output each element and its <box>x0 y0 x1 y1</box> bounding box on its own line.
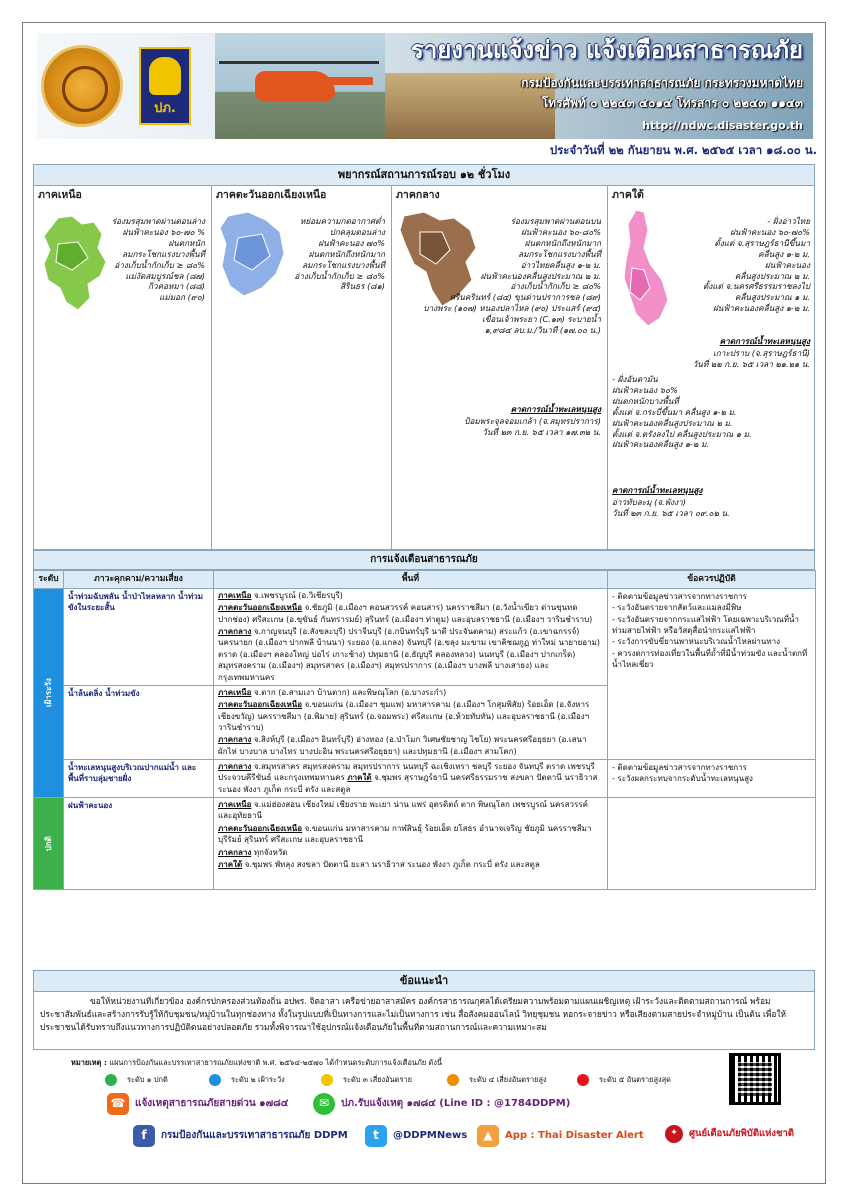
helicopter-photo <box>215 33 385 139</box>
area-region-label: ภาคตะวันออกเฉียงเหนือ <box>218 700 303 710</box>
department-name: กรมป้องกันและบรรเทาสาธารณภัย กระทรวงมหาดไทย <box>521 76 803 90</box>
col-level: ระดับ <box>34 571 64 589</box>
legend-level-4: ระดับ ๔ เสี่ยงอันตรายสูง <box>447 1074 547 1086</box>
area-region-label: ภาคกลาง <box>218 847 252 857</box>
green-dot-icon <box>105 1074 117 1086</box>
risk-high-tide: น้ำทะเลหนุนสูงบริเวณปากแม่น้ำ และพื้นที่ราบลุ่มชายฝั่ง <box>64 760 214 798</box>
area-provinces: จ.เพชรบูรณ์ (อ.วิเชียรบุรี) <box>253 591 343 600</box>
blue-dot-icon <box>209 1074 221 1086</box>
area-provinces: ทุกจังหวัด <box>253 847 288 857</box>
area-region-label: ภาคตะวันออกเฉียงเหนือ <box>218 823 303 833</box>
risk3-areas <box>214 760 608 798</box>
risk-overflow: น้ำล้นตลิ่ง น้ำท่วมขัง <box>64 685 214 759</box>
area-provinces: จ.ชุมพร พัทลุง สงขลา ปัตตานี ยะลา นราธิวาส ระนอง พังงา ภูเก็ต กระบี่ ตรัง และสตูล <box>244 859 540 869</box>
central-tide-forecast: ป้อมพระจุลจอมเกล้า (จ.สมุทรปราการ) วันที่ ๒๓ ก.ย. ๖๕ เวลา ๑๗.๓๒ น. <box>464 416 601 437</box>
legend-level-3: ระดับ ๓ เสี่ยงอันตราย <box>321 1074 412 1086</box>
area-provinces: จ.สมุทรสาคร สมุทรสงคราม สมุทรปราการ นนทบุรี ฉะเชิงเทรา ชลบุรี ระยอง จันทบุรี ตราด เพชรบุรี ประจวบคีรีขันธ์ และกรุงเทพมหานคร <box>218 762 595 783</box>
warning-table <box>33 570 816 890</box>
region-north-forecast: ร่องมรสุมพาดผ่านตอนล่าง ฝนฟ้าคะนอง ๖๐-๗๐ % ฝนตกหนัก ลมกระโชกแรงบางพื้นที่ อ่างเก็บน้ำกักเก็บ ≥ ๘๐% แม่งัดสมบูรณ์ชล (๘๗) กิ่วคอหมา (๘๘) แม่มอก (๙๐) <box>111 216 205 303</box>
south-gulf-tide-label: คาดการณ์น้ำทะเลหนุนสูง <box>719 336 810 346</box>
risk-flash-flood: น้ำท่วมฉับพลัน น้ำป่าไหลหลาก น้ำท่วมขังในระยะสั้น <box>64 589 214 686</box>
hand-icon <box>149 57 181 95</box>
risk1-areas <box>214 589 608 686</box>
col-risk: ภาวะคุกคาม/ความเสี่ยง <box>64 571 214 589</box>
red-dot-icon <box>577 1074 589 1086</box>
area-region-label: ภาคกลาง <box>218 627 252 637</box>
facebook-icon: f <box>133 1125 155 1147</box>
legend-level-2: ระดับ ๒ เฝ้าระวัง <box>209 1074 285 1086</box>
risk4-areas <box>214 798 608 890</box>
legend-level-1: ระดับ ๑ ปกติ <box>105 1074 168 1086</box>
qr-code[interactable] <box>729 1053 781 1105</box>
region-south <box>608 186 816 549</box>
area-provinces: จ.กาญจนบุรี (อ.สังขละบุรี) ปราจีนบุรี (อ.กบินทร์บุรี นาดี ประจันตคาม) สระแก้ว (อ.เขาฉกรรจ์) นครนายก (อ.เมืองฯ ปากพลี บ้านนา) ระยอง (อ.แกลง) จันทบุรี (อ.ขลุง มะขาม เขาคิชฌกูฏ ท่าใหม่ นายายอาม) ตราด (อ.เมืองฯ คลองใหญ่ บ่อไร่ เกาะช้าง) ปทุมธานี (อ.ธัญบุรี คลองหลวง) นนทบุรี (อ.เมืองฯ ปากเกร็ด) สมุทรสงคราม (อ.เมืองฯ) สมุทรสาคร (อ.เมืองฯ) สมุทรปราการ (อ.เมืองฯ บางพลี บางเสาธง) และกรุงเทพมหานคร <box>218 627 600 682</box>
hotline-text: แจ้งเหตุสาธารณภัยสายด่วน ๑๗๘๔ <box>135 1098 289 1110</box>
risk-thunderstorm: ฝนฟ้าคะนอง <box>64 798 214 890</box>
level-normal-cell <box>34 798 64 890</box>
center-logo-icon: ✦ <box>665 1125 683 1143</box>
area-provinces: จ.แม่ฮ่องสอน เชียงใหม่ เชียงราย พะเยา น่าน แพร่ อุตรดิตถ์ ตาก พิษณุโลก เพชรบูรณ์ นครสวรรค์ และอุทัยธานี <box>218 800 588 821</box>
region-central-title: ภาคกลาง <box>396 189 440 201</box>
south-gulf-forecast: - ฝั่งอ่าวไทย ฝนฟ้าคะนอง ๖๐-๗๐% ตั้งแต่ จ.สุราษฎร์ธานีขึ้นมา คลื่นสูง ๑-๒ ม. ฝนฟ้าคะนอง คลื่นสูงประมาณ ๒ ม. ตั้งแต่ จ.นครศรีธรรมราชลงไป คลื่นสูงประมาณ ๑ ม. ฝนฟ้าคะนองคลื่นสูง ๑-๒ ม. <box>702 216 810 314</box>
level-watch-label: เฝ้าระวัง <box>43 678 53 708</box>
region-northeast <box>212 186 392 549</box>
col-action: ข้อควรปฏิบัติ <box>608 571 816 589</box>
advice-text: ขอให้หน่วยงานที่เกี่ยวข้อง องค์กรปกครองส่วนท้องถิ่น อปพร. จิตอาสา เครือข่ายอาสาสมัคร องค์กรสาธารณกุศลได้เตรียมความพร้อมตามแผนเผชิญเหตุ เฝ้าระวังและติดตามสถานการณ์ พร้อมประชาสัมพันธ์และสร้างการรับรู้ให้กับชุมชน/หมู่บ้านในทุกช่องทาง ทั้งในรูปแบบที่เป็นทางการและไม่เป็นทางการ เช่น สื่อสังคมออนไลน์ วิทยุชุมชน หอกระจายข่าว หรือเสียงตามสายประจำหมู่บ้าน เป็นต้น เพื่อให้ประชาชนได้รับทราบถึงแนวทางการปฏิบัติตนอย่างปลอดภัย รวมทั้งพิจารณาใช้อุปกรณ์แจ้งเตือนภัยในพื้นที่ตามสถานการณ์และความเหมาะสม <box>33 992 815 1050</box>
level-watch-cell <box>34 589 64 798</box>
advice-title: ข้อแนะนำ <box>33 970 815 992</box>
alert-level-legend <box>105 1074 705 1088</box>
area-region-label: ภาคเหนือ <box>218 687 252 697</box>
website-link[interactable]: http://ndwc.disaster.go.th <box>642 119 803 132</box>
center-text: ศูนย์เตือนภัยพิบัติแห่งชาติ <box>689 1127 794 1139</box>
phone-icon: ☎ <box>107 1093 129 1115</box>
area-region-label: ภาคเหนือ <box>218 591 252 600</box>
region-northeast-forecast: หย่อมความกดอากาศต่ำ ปกคลุมตอนล่าง ฝนฟ้าคะนอง ๗๐% ฝนตกหนักถึงหนักมาก ลมกระโชกแรงบางพื้นที่ อ่างเก็บน้ำกักเก็บ ≥ ๘๐% สิรินธร (๘๑) <box>294 216 385 292</box>
region-north-title: ภาคเหนือ <box>38 189 82 201</box>
region-south-title: ภาคใต้ <box>612 189 644 201</box>
twitter-row[interactable] <box>365 1125 467 1147</box>
region-central <box>392 186 608 549</box>
risk2-areas <box>214 685 608 759</box>
line-row[interactable] <box>313 1093 570 1115</box>
yellow-dot-icon <box>321 1074 333 1086</box>
area-region-label: ภาคใต้ <box>347 773 372 783</box>
area-provinces: จ.สิงห์บุรี (อ.เมืองฯ อินทร์บุรี) อ่างทอง (อ.ป่าโมก วิเศษชัยชาญ ไชโย) พระนครศรีอยุธยา (อ.เสนา ผักไห่ บางบาล บางไทร บางปะอิน พระนครศรีอยุธยา) และปทุมธานี (อ.เมืองฯ สามโคก) <box>218 735 587 756</box>
report-page <box>22 22 826 1184</box>
area-provinces: จ.ชัยภูมิ (อ.เมืองฯ คอนสวรรค์ คอนสาร) นครราชสีมา (อ.วังน้ำเขียว ด่านขุนทด ปากช่อง) ศรีสะเกษ (อ.ขุขันธ์ กันทรารมย์) สุรินทร์ (อ.เมืองฯ ท่าตูม) และอุบลราชธานี (อ.เมืองฯ วารินชำราบ) <box>218 603 593 624</box>
area-provinces: จ.ชุมพร สุราษฎร์ธานี นครศรีธรรมราช สงขลา ปัตตานี นราธิวาส ระนอง พังงา ภูเก็ต กระบี่ ตรัง และสตูล <box>218 773 598 794</box>
south-andaman-forecast: - ฝั่งอันดามัน ฝนฟ้าคะนอง ๖๐% ฝนตกหนักบางพื้นที่ ตั้งแต่ จ.กระบี่ขึ้นมา คลื่นสูง ๑-๒ ม. ฝนฟ้าคะนองคลื่นสูงประมาณ ๒ ม. ตั้งแต่ จ.ตรังลงไป คลื่นสูงประมาณ ๑ ม. ฝนฟ้าคะนองคลื่นสูง ๑-๒ ม. <box>612 374 752 450</box>
line-app-icon: ✉ <box>313 1093 335 1115</box>
level-normal-label: ปกติ <box>43 836 53 852</box>
region-central-forecast: ร่องมรสุมพาดผ่านตอนบน ฝนฟ้าคะนอง ๖๐-๘๐% ฝนตกหนักถึงหนักมาก ลมกระโชกแรงบางพื้นที่ อ่าวไทยคลื่นสูง ๑-๒ ม. ฝนฟ้าคะนองคลื่นสูงประมาณ ๒ ม. อ่างเก็บน้ำกักเก็บ ≥ ๘๐% ศรีนครินทร์ (๘๔) ขุนด่านปราการชล (๘๙) บางพระ (๑๐๗) หนองปลาไหล (๙๐) ประแสร์ (๙๔) เขื่อนเจ้าพระยา (C.๑๓) ระบายน้ำ ๑,๙๘๔ ลบ.ม./วินาที (๑๗.๐๐ น.) <box>423 216 601 336</box>
south-andaman-tide-label: คาดการณ์น้ำทะเลหนุนสูง <box>612 485 703 495</box>
hotline-row[interactable] <box>107 1093 288 1115</box>
risk3-actions: - ติดตามข้อมูลข่าวสารจากทางราชการ - ระวังผลกระทบจากระดับน้ำทะเลหนุนสูง <box>608 760 816 798</box>
area-region-label: ภาคตะวันออกเฉียงเหนือ <box>218 603 303 613</box>
app-row[interactable] <box>477 1125 644 1147</box>
region-north <box>34 186 212 549</box>
area-region-label: ภาคกลาง <box>218 762 252 772</box>
note-text: แผนการป้องกันและบรรเทาสาธารณภัยแห่งชาติ พ.ศ. ๒๕๖๔-๒๕๗๐ ได้กำหนดระดับการแจ้งเตือนภัย ดังนี้ <box>109 1058 442 1067</box>
south-gulf-tide: เกาะปราบ (จ.สุราษฎร์ธานี) วันที่ ๒๒ ก.ย. ๖๕ เวลา ๒๑.๒๑ น. <box>692 348 810 369</box>
twitter-text: @DDPMNews <box>393 1130 468 1142</box>
warning-title: การแจ้งเตือนสาธารณภัย <box>33 550 815 570</box>
ddpm-logo-text: ปภ. <box>154 100 176 116</box>
facebook-row[interactable] <box>133 1125 348 1147</box>
area-provinces: จ.ขอนแก่น (อ.เมืองฯ ชุมแพ) มหาสารคาม (อ.เมืองฯ โกสุมพิสัย) ร้อยเอ็ด (อ.จังหาร เชียงขวัญ) นครราชสีมา (อ.พิมาย) สุรินทร์ (อ.จอมพระ) ศรีสะเกษ (อ.ห้วยทับทัน) และอุบลราชธานี (อ.เมืองฯ วารินชำราบ) <box>218 700 590 732</box>
contact-phone: โทรศัพท์ ๐ ๒๒๔๓ ๔๐๑๔ โทรสาร ๐ ๒๒๔๓ ๑๑๔๓ <box>541 96 803 110</box>
area-provinces: จ.ตาก (อ.สามเงา บ้านตาก) และพิษณุโลก (อ.บางระกำ) <box>253 687 447 697</box>
central-tide-label: คาดการณ์น้ำทะเลหนุนสูง <box>510 404 601 414</box>
region-northeast-title: ภาคตะวันออกเฉียงเหนือ <box>216 189 327 201</box>
col-area: พื้นที่ <box>214 571 608 589</box>
area-provinces: จ.ขอนแก่น มหาสารคาม กาฬสินธุ์ ร้อยเอ็ด ยโสธร อำนาจเจริญ ชัยภูมิ นครราชสีมา บุรีรัมย์ สุรินทร์ ศรีสะเกษ และอุบลราชธานี <box>218 823 592 845</box>
app-icon: ▲ <box>477 1125 499 1147</box>
report-header <box>37 33 813 139</box>
orange-dot-icon <box>447 1074 459 1086</box>
area-region-label: ภาคเหนือ <box>218 800 252 810</box>
ddpm-logo <box>139 47 191 125</box>
center-row[interactable] <box>665 1125 794 1143</box>
forecast-regions <box>33 186 815 550</box>
ministry-seal-logo <box>41 45 123 127</box>
footer-note <box>71 1058 442 1068</box>
note-label: หมายเหตุ : <box>71 1058 107 1067</box>
app-text: App : Thai Disaster Alert <box>505 1130 644 1142</box>
line-text: ปภ.รับแจ้งเหตุ ๑๗๘๔ (Line ID : @1784DDPM) <box>341 1098 571 1110</box>
report-date: ประจำวันที่ ๒๒ กันยายน พ.ศ. ๒๕๖๕ เวลา ๑๘.๐๐ น. <box>549 143 817 157</box>
area-region-label: ภาคกลาง <box>218 735 252 745</box>
area-region-label: ภาคใต้ <box>218 859 243 869</box>
south-andaman-tide: อ่าวทับละมุ (จ.พังงา) วันที่ ๒๓ ก.ย. ๖๕ เวลา ๐๙.๐๒ น. <box>612 497 730 518</box>
facebook-text: กรมป้องกันและบรรเทาสาธารณภัย DDPM <box>161 1130 348 1142</box>
report-title: รายงานแจ้งข่าว แจ้งเตือนสาธารณภัย <box>410 36 803 64</box>
twitter-icon: t <box>365 1125 387 1147</box>
risk1-actions: - ติดตามข้อมูลข่าวสารจากทางราชการ - ระวังอันตรายจากสัตว์และแมลงมีพิษ - ระวังอันตรายจากกระแสไฟฟ้า โดยเฉพาะบริเวณที่น้ำท่วมสายไฟฟ้า หรือวัสดุสื่อนำกระแสไฟฟ้า - ระวังการขับขี่ยานพาหนะบริเวณน้ำไหลผ่านทาง - ควรงดการท่องเที่ยวในพื้นที่ถ้ำที่มีน้ำท่วมขัง และน้ำตกที่น้ำไหลเชี่ยว <box>608 589 816 760</box>
forecast-title: พยากรณ์สถานการณ์รอบ ๑๒ ชั่วโมง <box>33 164 815 186</box>
risk4-actions-empty <box>608 798 816 890</box>
legend-level-5: ระดับ ๕ อันตรายสูงสุด <box>577 1074 671 1086</box>
